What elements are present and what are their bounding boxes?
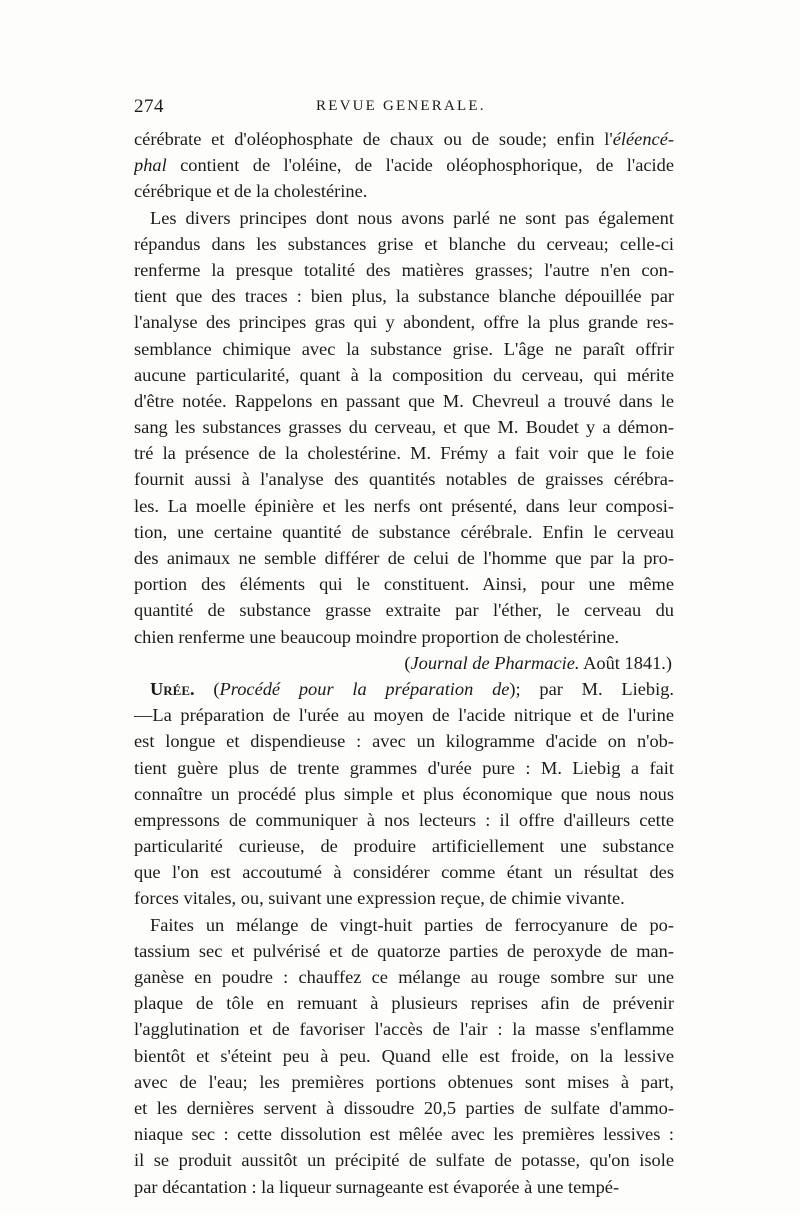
text-line: avec de l'eau; les premières portions obtenues sont mises à part,: [134, 1071, 674, 1092]
text-line: aucune particularité, quant à la composition du cerveau, qui mérite: [134, 364, 674, 385]
text-line: répandus dans les substances grise et blanche du cerveau; celle-ci: [134, 233, 674, 254]
text-line: les. La moelle épinière et les nerfs ont présenté, dans leur composi-: [134, 495, 674, 516]
text-line: —La préparation de l'urée au moyen de l'acide nitrique et de l'urine: [134, 705, 674, 726]
italic-text: Procédé pour la préparation de: [219, 678, 510, 699]
text-line: tient guère plus de trente grammes d'urée pure : M. Liebig a fait: [134, 757, 674, 778]
text-line: tré la présence de la cholestérine. M. Frémy a fait voir que le foie: [134, 443, 674, 464]
text-line: particularité curieuse, de produire artificiellement une substance: [134, 836, 674, 857]
text-line: plaque de tôle en remuant à plusieurs reprises afin de prévenir: [134, 993, 674, 1014]
text-line: fournit aussi à l'analyse des quantités notables de graisses cérébra-: [134, 469, 674, 490]
text-line: phal contient de l'oléine, de l'acide oléophosphorique, de l'acide: [134, 155, 674, 176]
text-line: Faites un mélange de vingt-huit parties de ferrocyanure de po-: [150, 914, 674, 935]
text-line: l'analyse des principes gras qui y abondent, offre la plus grande res-: [134, 312, 674, 333]
text-line: Les divers principes dont nous avons parlé ne sont pas également: [150, 207, 674, 228]
text-line: semblance chimique avec la substance grise. L'âge ne paraît offrir: [134, 338, 674, 359]
text-line: par décantation : la liqueur surnageante est évaporée à une tempé-: [134, 1176, 620, 1197]
text-line: cérébrate et d'oléophosphate de chaux ou de soude; enfin l'éléencé-: [134, 129, 674, 149]
text-line: sang les substances grasses du cerveau, et que M. Boudet y a démon-: [134, 417, 674, 438]
text-line: que l'on est accoutumé à considérer comme étant un résultat des: [134, 862, 674, 883]
text-line: forces vitales, ou, suivant une expression reçue, de chimie vivante.: [134, 888, 625, 909]
text-line: tassium sec et pulvérisé et de quatorze parties de peroxyde de man-: [134, 940, 674, 961]
section-term: Urée.: [150, 678, 195, 699]
text-line: ganèse en poudre : chauffez ce mélange au rouge sombre sur une: [134, 967, 674, 987]
text-line: bientôt et s'éteint peu à peu. Quand elle est froide, on la lessive: [134, 1045, 674, 1066]
body-text: [134, 126, 674, 1200]
running-head: REVUE GENERALE.: [316, 98, 486, 114]
text-line: et les dernières servent à dissoudre 20,5 parties de sulfate d'ammo-: [134, 1097, 674, 1118]
text-line: renferme la presque totalité des matières grasses; l'autre n'en con-: [134, 259, 674, 280]
text-line: est longue et dispendieuse : avec un kilogramme d'acide on n'ob-: [134, 731, 674, 752]
text-line: l'agglutination et de favoriser l'accès de l'air : la masse s'enflamme: [134, 1019, 674, 1040]
text-line: quantité de substance grasse extraite par l'éther, le cerveau du: [134, 600, 674, 621]
citation-line: (Journal de Pharmacie. Août 1841.): [404, 652, 672, 673]
page-header: [134, 96, 674, 122]
text-line: d'être notée. Rappelons en passant que M. Chevreul a trouvé dans le: [134, 390, 674, 411]
text-line: connaître un procédé plus simple et plus économique que nous nous: [134, 783, 674, 804]
text-line: tion, une certaine quantité de substance cérébrale. Enfin le cerveau: [134, 521, 674, 542]
text-line: chien renferme une beaucoup moindre proportion de cholestérine.: [134, 626, 620, 647]
text-line: empressons de communiquer à nos lecteurs : il offre d'ailleurs cette: [134, 809, 674, 830]
italic-text: éléencé-: [612, 129, 674, 149]
italic-text: Journal de Pharmacie.: [410, 652, 580, 673]
text-line: niaque sec : cette dissolution est mêlée avec les premières lessives :: [134, 1124, 674, 1145]
page-number: 274: [134, 96, 164, 117]
text-line: des animaux ne semble différer de celui de l'homme que par la pro-: [134, 548, 674, 568]
text-line: cérébrique et de la cholestérine.: [134, 181, 368, 202]
text-line: portion des éléments qui le constituent. Ainsi, pour une même: [134, 574, 674, 595]
text-line: il se produit aussitôt un précipité de sulfate de potasse, qu'on isole: [134, 1150, 674, 1171]
text-line: tient que des traces : bien plus, la substance blanche dépouillée par: [134, 286, 674, 307]
text-line: Urée. (Procédé pour la préparation de); par M. Liebig.: [150, 678, 674, 699]
italic-text: phal: [134, 155, 167, 176]
